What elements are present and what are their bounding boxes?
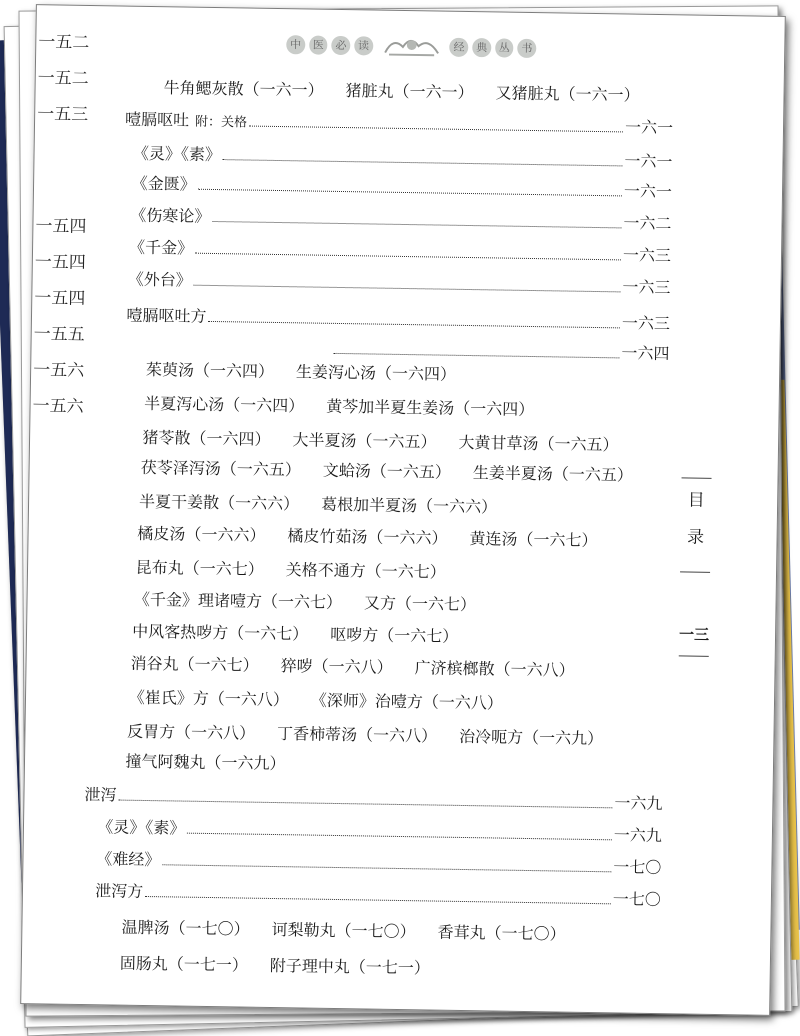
toc-entry-page: （一六五） <box>553 464 633 484</box>
toc-source-row <box>133 141 673 172</box>
toc-entry-name: 葛根加半夏汤 <box>321 495 417 516</box>
toc-entry-page: （一六七） <box>184 559 264 579</box>
dot-leader <box>194 284 621 293</box>
header-char: 医 <box>309 35 328 54</box>
toc-entry-name: 温脾汤 <box>121 918 169 938</box>
toc-entry-row <box>132 619 458 647</box>
toc-source-row <box>97 814 662 846</box>
toc-entry-row <box>120 951 430 979</box>
header-char: 读 <box>354 36 373 55</box>
toc-entry-name: 治冷呃方 <box>459 727 523 747</box>
toc-entry-name: 橘皮汤 <box>137 524 185 544</box>
toc-entry-page: （一六五） <box>221 459 301 479</box>
toc-entry-name: 茱萸汤 <box>146 360 194 380</box>
toc-entry-page: （一六八） <box>423 692 503 712</box>
toc-page-number: 一六九 <box>614 790 662 814</box>
toc-entry-name: 半夏干姜散 <box>139 492 219 512</box>
header-char: 书 <box>518 38 537 57</box>
toc-section-heading <box>84 782 662 814</box>
toc-entry-page: （一六八） <box>209 689 289 709</box>
toc-page-number: 一六三 <box>622 310 670 334</box>
toc-source-row <box>129 235 671 267</box>
toc-entry-page: （一六八） <box>312 657 392 677</box>
toc-entry-page: （一六四） <box>190 429 270 449</box>
toc-entry-page: （一六七） <box>228 623 308 643</box>
ornament-logo-icon <box>383 33 440 60</box>
toc-label: 《外台》 <box>128 267 192 291</box>
divider <box>682 477 712 478</box>
toc-entry-name: 又方 <box>364 593 396 613</box>
toc-entry-name: 丁香柿蒂汤 <box>277 724 357 744</box>
running-header <box>286 29 536 63</box>
toc-entry-page: （一六七） <box>396 594 476 614</box>
toc-source-row <box>132 171 673 202</box>
toc-entry-row <box>130 651 574 681</box>
dot-leader <box>212 220 621 228</box>
toc-entry-name: 又猪脏丸 <box>495 83 559 103</box>
toc-entry-page: （一六六） <box>417 496 497 516</box>
toc-entry-page: （一六四） <box>376 364 456 384</box>
toc-entry-page: （一六五） <box>538 434 618 454</box>
dot-leader <box>249 125 623 133</box>
toc-entry-row <box>121 915 565 945</box>
toc-entry-name: 生姜泻心汤 <box>296 362 376 382</box>
toc-entry-name: 《深师》治噎方 <box>311 691 423 712</box>
toc-label: 噎膈呕吐方 <box>126 303 206 327</box>
toc-entry-name: 黄芩加半夏生姜汤 <box>326 397 454 418</box>
toc-entry-page: （一六一） <box>243 79 323 99</box>
toc-entry-page: （一六一） <box>559 84 639 104</box>
toc-label: 《金匮》 <box>132 171 196 195</box>
dot-leader <box>187 832 612 841</box>
toc-entry-page: （一六八） <box>175 722 255 742</box>
side-label-char: 录 <box>680 522 710 547</box>
toc-entry-page: （一六六） <box>219 493 299 513</box>
prev-page-number: 一五四 <box>34 283 85 309</box>
toc-entry-page: （一六六） <box>367 527 447 547</box>
toc-entry-name: 猪苓散 <box>142 428 190 448</box>
dot-leader <box>162 863 611 872</box>
toc-entry-page: （一六七） <box>378 626 458 646</box>
divider <box>679 655 709 656</box>
dot-leader <box>208 320 620 328</box>
toc-entry-row <box>141 455 633 486</box>
toc-entry-page: （一七〇） <box>169 918 249 938</box>
toc-page-number: 一六一 <box>624 148 672 172</box>
toc-entry-page: （一六一） <box>393 82 473 102</box>
toc-entry-page: （一七一） <box>350 957 430 977</box>
toc-entry-name: 诃梨勒丸 <box>271 920 335 940</box>
prev-page-number: 一五四 <box>35 247 86 273</box>
toc-entry-name: 生姜半夏汤 <box>473 463 553 483</box>
toc-entry-page: （一六四） <box>454 399 534 419</box>
divider <box>680 571 710 572</box>
toc-entry-name: 广济槟榔散 <box>414 658 494 678</box>
toc-page-number: 一六九 <box>614 822 662 846</box>
toc-entry-name: 消谷丸 <box>130 654 178 674</box>
toc-entry-page: （一七〇） <box>335 921 415 941</box>
toc-entry-page: （一六七） <box>178 654 258 674</box>
toc-entry-name: 文蛤汤 <box>323 461 371 481</box>
toc-source-row <box>128 267 671 299</box>
toc-entry-name: 黄连汤 <box>469 529 517 549</box>
prev-page-number: 一五五 <box>34 319 85 345</box>
prev-page-number: 一五二 <box>38 27 89 53</box>
toc-entry-row <box>129 685 503 714</box>
toc-entry-page: （一七〇） <box>485 923 565 943</box>
toc-page-number: 一六四 <box>621 340 669 364</box>
toc-section-heading <box>125 107 673 139</box>
toc-entry-name: 关格不通方 <box>286 560 366 580</box>
dot-leader <box>195 252 621 261</box>
prev-page-number: 一五六 <box>32 391 83 417</box>
side-label-char: 目 <box>681 485 711 510</box>
toc-entry-row <box>142 425 618 455</box>
prev-page-number: 一五四 <box>35 211 86 237</box>
toc-entry-page: （一六四） <box>224 395 304 415</box>
header-char: 丛 <box>495 38 514 57</box>
toc-entry-page: （一六八） <box>494 659 574 679</box>
prev-page-number: 一五三 <box>37 99 88 125</box>
toc-label: 《灵》《素》 <box>97 814 185 838</box>
toc-label: 噎膈呕吐 <box>125 107 189 131</box>
toc-label: 泄泻 <box>84 782 116 806</box>
toc-entry-row <box>163 75 639 105</box>
toc-entry-name: 撞气阿魏丸 <box>125 752 205 772</box>
toc-entry-name: 茯苓泽泻汤 <box>141 458 221 478</box>
dot-leader <box>198 188 622 197</box>
toc-label: 《灵》《素》 <box>133 141 221 165</box>
toc-entry-page: （一七一） <box>168 954 248 974</box>
toc-entry-row <box>125 749 285 775</box>
toc-entry-name: 反胃方 <box>127 722 175 742</box>
toc-entry-name: 香茸丸 <box>437 923 485 943</box>
toc-entry-row <box>146 357 456 385</box>
toc-entry-page: （一六六） <box>185 525 265 545</box>
header-char: 中 <box>286 35 305 54</box>
prev-page-number: 一五二 <box>38 63 89 89</box>
toc-entry-name: 固肠丸 <box>120 954 168 974</box>
toc-page-number: 一六二 <box>623 210 671 234</box>
toc-page-number: 一七〇 <box>613 886 661 910</box>
toc-source-row <box>126 303 670 335</box>
dot-leader <box>223 158 623 166</box>
toc-entry-name: 大黄甘草汤 <box>458 433 538 453</box>
toc-label: 《难经》 <box>96 846 160 870</box>
toc-label: 《伤寒论》 <box>130 203 210 227</box>
toc-page-number: 一七〇 <box>613 854 661 878</box>
dot-leader <box>118 799 612 809</box>
toc-entry-page: （一六九） <box>523 728 603 748</box>
page-number: 一三 <box>677 623 711 645</box>
dot-leader <box>145 895 611 904</box>
toc-source-row <box>95 878 661 910</box>
toc-entry-page: （一六五） <box>371 461 451 481</box>
toc-note: 附：关格 <box>195 111 247 131</box>
toc-entry-name: 中风客热哕方 <box>132 622 228 643</box>
toc-entry-row <box>134 587 476 615</box>
toc-entry-row <box>144 391 534 420</box>
side-label <box>680 485 711 547</box>
toc-entry-page: （一六五） <box>356 431 436 451</box>
header-char: 经 <box>450 37 469 56</box>
toc-page-number: 一六三 <box>623 242 671 266</box>
toc-entry-row <box>137 521 597 551</box>
toc-page-number: 一六一 <box>625 114 673 138</box>
header-char: 典 <box>472 38 491 57</box>
toc-entry-row <box>127 719 603 749</box>
toc-entry-name: 猝哕 <box>280 656 312 676</box>
toc-entry-name: 附子理中丸 <box>270 956 350 976</box>
toc-source-row <box>130 203 671 234</box>
toc-entry-page: （一六七） <box>262 592 342 612</box>
toc-source-row <box>96 846 661 878</box>
toc-entry-page: （一六四） <box>194 361 274 381</box>
toc-entry-page: （一六九） <box>205 753 285 773</box>
toc-entry-name: 大半夏汤 <box>292 430 356 450</box>
toc-entry-name: 呕哕方 <box>330 625 378 645</box>
toc-entry-name: 猪脏丸 <box>345 81 393 101</box>
toc-entry-page: （一六八） <box>357 725 437 745</box>
toc-entry-row <box>135 555 445 583</box>
toc-entry-row <box>139 489 497 518</box>
dot-leader <box>333 352 619 358</box>
toc-entry-page: （一六七） <box>366 561 446 581</box>
toc-entry-name: 《千金》理诸噎方 <box>134 590 262 611</box>
header-char: 必 <box>331 35 350 54</box>
toc-label: 《千金》 <box>129 235 193 259</box>
toc-entry-name: 橘皮竹茹汤 <box>287 526 367 546</box>
toc-page-number: 一六一 <box>624 178 672 202</box>
toc-entry-name: 半夏泻心汤 <box>144 394 224 414</box>
toc-entry-name: 昆布丸 <box>136 558 184 578</box>
toc-label: 泄泻方 <box>95 878 143 902</box>
toc-entry-name: 牛角鳃灰散 <box>163 78 243 98</box>
prev-page-number: 一五六 <box>33 355 84 381</box>
toc-page-number: 一六三 <box>622 274 670 298</box>
toc-entry-name: 《崔氏》方 <box>129 688 209 708</box>
toc-page <box>20 4 786 1016</box>
toc-entry-page: （一六七） <box>517 530 597 550</box>
